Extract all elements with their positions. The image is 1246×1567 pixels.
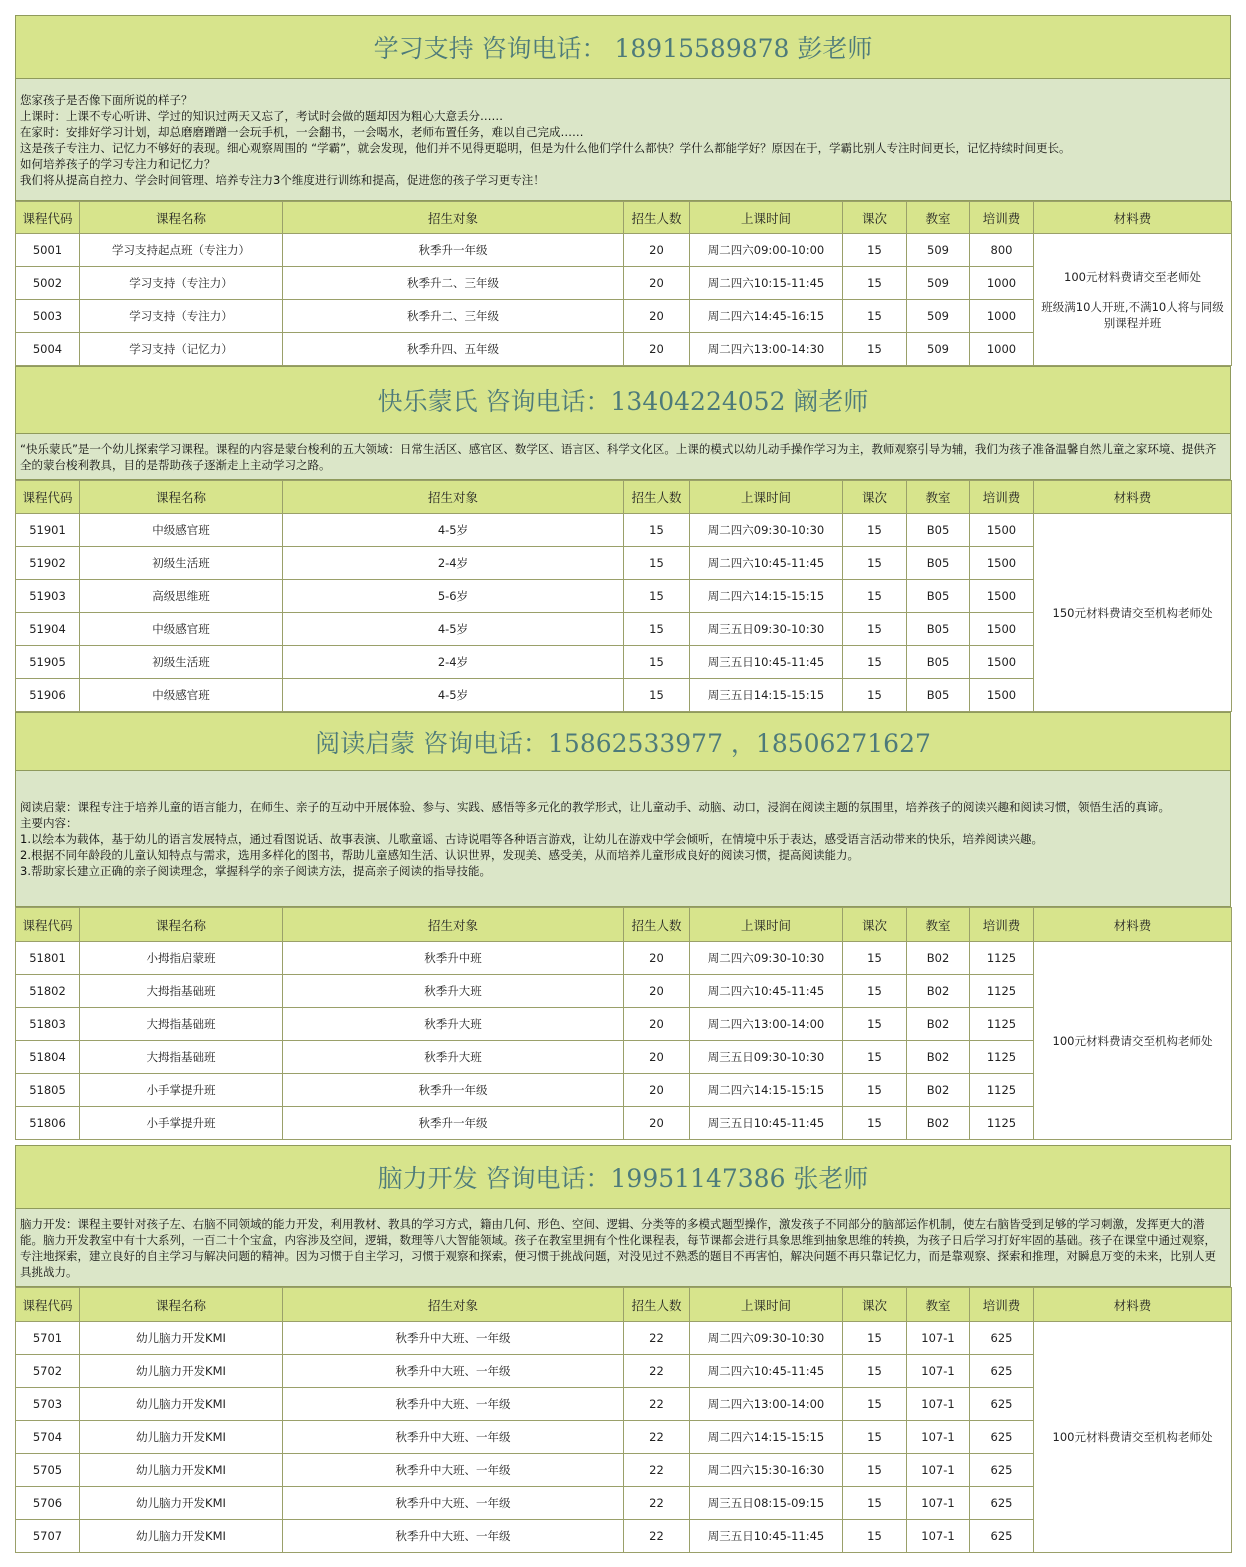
column-header-room: 教室 [907, 202, 970, 234]
cell-fee: 1000 [970, 300, 1034, 333]
cell-fee: 1000 [970, 267, 1034, 300]
cell-room: B02 [907, 1008, 970, 1041]
cell-target: 2-4岁 [283, 646, 624, 679]
cell-room: 509 [907, 234, 970, 267]
cell-target: 秋季升二、三年级 [283, 300, 624, 333]
cell-target: 秋季升一年级 [283, 1107, 624, 1140]
cell-room: 107-1 [907, 1454, 970, 1487]
cell-fee: 800 [970, 234, 1034, 267]
column-header-fee: 培训费 [970, 1288, 1034, 1322]
material-fee-note [1034, 514, 1232, 712]
cell-capacity: 22 [624, 1421, 690, 1454]
cell-name: 小手掌提升班 [80, 1107, 283, 1140]
cell-name: 学习支持起点班（专注力） [80, 234, 283, 267]
cell-target: 4-5岁 [283, 679, 624, 712]
cell-sessions: 15 [843, 613, 907, 646]
cell-fee: 625 [970, 1322, 1034, 1355]
cell-time: 周二四六14:15-15:15 [690, 1421, 843, 1454]
cell-name: 幼儿脑力开发KMI [80, 1421, 283, 1454]
cell-sessions: 15 [843, 1421, 907, 1454]
cell-room: B05 [907, 679, 970, 712]
section-description [15, 434, 1231, 480]
cell-capacity: 15 [624, 646, 690, 679]
cell-fee: 1500 [970, 580, 1034, 613]
table-header-row [16, 1288, 1232, 1322]
cell-room: 107-1 [907, 1322, 970, 1355]
cell-code: 5702 [16, 1355, 80, 1388]
column-header-name: 课程名称 [80, 908, 283, 942]
cell-capacity: 22 [624, 1487, 690, 1520]
cell-name: 中级感官班 [80, 613, 283, 646]
cell-time: 周三五日10:45-11:45 [690, 646, 843, 679]
cell-code: 5004 [16, 333, 80, 366]
cell-capacity: 20 [624, 1008, 690, 1041]
column-header-sessions: 课次 [843, 908, 907, 942]
cell-target: 秋季升中大班、一年级 [283, 1388, 624, 1421]
cell-sessions: 15 [843, 1487, 907, 1520]
cell-name: 幼儿脑力开发KMI [80, 1388, 283, 1421]
cell-sessions: 15 [843, 547, 907, 580]
cell-sessions: 15 [843, 300, 907, 333]
cell-capacity: 22 [624, 1388, 690, 1421]
cell-time: 周三五日14:15-15:15 [690, 679, 843, 712]
description-line: 2.根据不同年龄段的儿童认知特点与需求，选用多样化的图书，帮助儿童感知生活、认识世界，发现美、感受美，从而培养儿童形成良好的阅读习惯，提高阅读能力。 [20, 847, 859, 862]
cell-fee: 625 [970, 1421, 1034, 1454]
cell-sessions: 15 [843, 1388, 907, 1421]
section-title: 学习支持 咨询电话： 18915589878 彭老师 [15, 15, 1231, 79]
cell-name: 学习支持（记忆力） [80, 333, 283, 366]
cell-code: 51906 [16, 679, 80, 712]
cell-target: 秋季升大班 [283, 975, 624, 1008]
cell-code: 5001 [16, 234, 80, 267]
cell-target: 秋季升中大班、一年级 [283, 1322, 624, 1355]
cell-fee: 1125 [970, 1074, 1034, 1107]
section-title: 脑力开发 咨询电话：19951147386 张老师 [15, 1145, 1231, 1209]
column-header-target: 招生对象 [283, 481, 624, 514]
table-header-row [16, 202, 1232, 234]
cell-time: 周二四六09:30-10:30 [690, 1322, 843, 1355]
column-header-sessions: 课次 [843, 202, 907, 234]
cell-time: 周二四六14:15-15:15 [690, 580, 843, 613]
cell-capacity: 15 [624, 514, 690, 547]
cell-room: B02 [907, 1074, 970, 1107]
cell-capacity: 22 [624, 1520, 690, 1553]
cell-capacity: 20 [624, 1074, 690, 1107]
cell-fee: 1500 [970, 613, 1034, 646]
cell-code: 5002 [16, 267, 80, 300]
column-header-code: 课程代码 [16, 908, 80, 942]
cell-time: 周二四六13:00-14:00 [690, 1008, 843, 1041]
cell-capacity: 22 [624, 1322, 690, 1355]
column-header-time: 上课时间 [690, 908, 843, 942]
cell-target: 秋季升一年级 [283, 1074, 624, 1107]
cell-sessions: 15 [843, 1107, 907, 1140]
cell-target: 秋季升四、五年级 [283, 333, 624, 366]
cell-code: 51904 [16, 613, 80, 646]
cell-capacity: 20 [624, 300, 690, 333]
description-line: 3.帮助家长建立正确的亲子阅读理念，掌握科学的亲子阅读方法，提高亲子阅读的指导技能。 [20, 863, 491, 878]
cell-target: 秋季升中大班、一年级 [283, 1520, 624, 1553]
cell-time: 周二四六09:30-10:30 [690, 514, 843, 547]
description-line: 我们将从提高自控力、学会时间管理、培养专注力3个维度进行训练和提高，促进您的孩子学习更专注！ [20, 172, 545, 187]
cell-fee: 1125 [970, 1008, 1034, 1041]
description-line: 这是孩子专注力、记忆力不够好的表现。细心观察周围的 “学霸”，就会发现，他们并不见得更聪明，但是为什么他们学什么都快？学什么都能学好？原因在于，学霸比别人专注时间更长，记忆持续时间更长。 [20, 140, 1071, 155]
cell-fee: 1125 [970, 1041, 1034, 1074]
material-fee-text: 100元材料费请交至老师处 [1064, 269, 1201, 284]
cell-name: 幼儿脑力开发KMI [80, 1520, 283, 1553]
course-schedule-sheet [15, 15, 1231, 1553]
material-fee-text: 100元材料费请交至机构老师处 [1052, 1430, 1213, 1444]
cell-room: B02 [907, 1107, 970, 1140]
section-title: 快乐蒙氏 咨询电话：13404224052 阚老师 [15, 366, 1231, 434]
cell-capacity: 15 [624, 580, 690, 613]
description-line: 您家孩子是否像下面所说的样子？ [20, 92, 193, 107]
column-header-code: 课程代码 [16, 481, 80, 514]
column-header-material: 材料费 [1034, 1288, 1232, 1322]
cell-target: 秋季升大班 [283, 1008, 624, 1041]
cell-room: 509 [907, 333, 970, 366]
cell-target: 秋季升大班 [283, 1041, 624, 1074]
section-description [15, 771, 1231, 907]
cell-room: 107-1 [907, 1520, 970, 1553]
cell-time: 周二四六13:00-14:00 [690, 1388, 843, 1421]
cell-sessions: 15 [843, 234, 907, 267]
cell-sessions: 15 [843, 1454, 907, 1487]
cell-code: 5003 [16, 300, 80, 333]
cell-fee: 1000 [970, 333, 1034, 366]
cell-time: 周三五日08:15-09:15 [690, 1487, 843, 1520]
cell-sessions: 15 [843, 975, 907, 1008]
cell-capacity: 20 [624, 975, 690, 1008]
cell-room: B02 [907, 942, 970, 975]
cell-time: 周三五日09:30-10:30 [690, 613, 843, 646]
cell-fee: 625 [970, 1355, 1034, 1388]
cell-fee: 1125 [970, 1107, 1034, 1140]
cell-target: 秋季升中大班、一年级 [283, 1487, 624, 1520]
cell-target: 秋季升中大班、一年级 [283, 1454, 624, 1487]
cell-time: 周二四六10:45-11:45 [690, 975, 843, 1008]
description-line: 主要内容： [20, 815, 78, 830]
cell-time: 周二四六10:15-11:45 [690, 267, 843, 300]
table-row [16, 234, 1232, 267]
course-table [15, 907, 1232, 1140]
column-header-material: 材料费 [1034, 908, 1232, 942]
column-header-target: 招生对象 [283, 1288, 624, 1322]
course-table [15, 201, 1232, 366]
cell-sessions: 15 [843, 679, 907, 712]
column-header-time: 上课时间 [690, 481, 843, 514]
table-header-row [16, 908, 1232, 942]
cell-sessions: 15 [843, 580, 907, 613]
cell-room: B05 [907, 646, 970, 679]
material-fee-text: 班级满10人开班,不满10人将与同级别课程并班 [1041, 299, 1224, 330]
column-header-name: 课程名称 [80, 481, 283, 514]
cell-room: B02 [907, 975, 970, 1008]
cell-sessions: 15 [843, 1355, 907, 1388]
cell-name: 小手掌提升班 [80, 1074, 283, 1107]
cell-time: 周二四六10:45-11:45 [690, 1355, 843, 1388]
cell-target: 秋季升中大班、一年级 [283, 1355, 624, 1388]
cell-name: 幼儿脑力开发KMI [80, 1355, 283, 1388]
cell-sessions: 15 [843, 1008, 907, 1041]
cell-name: 幼儿脑力开发KMI [80, 1322, 283, 1355]
cell-name: 小拇指启蒙班 [80, 942, 283, 975]
column-header-sessions: 课次 [843, 1288, 907, 1322]
column-header-material: 材料费 [1034, 202, 1232, 234]
description-line: 如何培养孩子的学习专注力和记忆力？ [20, 156, 216, 171]
column-header-fee: 培训费 [970, 481, 1034, 514]
cell-fee: 1500 [970, 646, 1034, 679]
cell-fee: 1125 [970, 975, 1034, 1008]
cell-name: 学习支持（专注力） [80, 267, 283, 300]
cell-capacity: 20 [624, 333, 690, 366]
cell-code: 51801 [16, 942, 80, 975]
cell-room: 107-1 [907, 1355, 970, 1388]
description-line: 1.以绘本为载体，基于幼儿的语言发展特点，通过看图说话、故事表演、儿歌童谣、古诗说唱等各种语言游戏，让幼儿在游戏中学会倾听，在情境中乐于表达，感受语言活动带来的快乐，培养阅读兴趣。 [20, 831, 1043, 846]
cell-code: 5705 [16, 1454, 80, 1487]
table-row [16, 942, 1232, 975]
cell-fee: 1500 [970, 514, 1034, 547]
cell-name: 初级生活班 [80, 547, 283, 580]
cell-name: 高级思维班 [80, 580, 283, 613]
cell-target: 秋季升二、三年级 [283, 267, 624, 300]
cell-code: 5707 [16, 1520, 80, 1553]
cell-time: 周三五日10:45-11:45 [690, 1107, 843, 1140]
material-fee-note [1034, 1322, 1232, 1553]
cell-sessions: 15 [843, 646, 907, 679]
cell-room: B05 [907, 613, 970, 646]
cell-room: 107-1 [907, 1421, 970, 1454]
description-line: 脑力开发：课程主要针对孩子左、右脑不同领域的能力开发，利用教材、教具的学习方式，籍由几何、形色、空间、逻辑、分类等的多模式题型操作，激发孩子不同部分的脑部运作机制，使左右脑皆受到足够的学习刺激，发挥更大的潜能。脑力开发教室中有十大系列，一百二十个宝盒，内容涉及空间，逻辑，数理等八大智能领域。孩子在教室里拥有个性化课程表，每节课都会进行具象思维到抽象思维的转换，为孩子日后学习打好牢固的基础。孩子在课堂中通过观察，专注地探索，建立良好的自主学习与解决问题的精神。因为习惯于自主学习，习惯于观察和探索，便习惯于挑战问题，对没见过不熟悉的题目不再害怕，解决问题不再只靠记忆力，而是靠观察、探索和推理，对瞬息万变的未来，比别人更具挑战力。 [20, 1216, 1216, 1279]
cell-time: 周二四六09:00-10:00 [690, 234, 843, 267]
cell-sessions: 15 [843, 267, 907, 300]
column-header-code: 课程代码 [16, 1288, 80, 1322]
cell-name: 初级生活班 [80, 646, 283, 679]
cell-code: 51905 [16, 646, 80, 679]
cell-code: 5701 [16, 1322, 80, 1355]
cell-target: 4-5岁 [283, 613, 624, 646]
cell-time: 周二四六14:45-16:15 [690, 300, 843, 333]
cell-sessions: 15 [843, 333, 907, 366]
cell-code: 51903 [16, 580, 80, 613]
cell-target: 4-5岁 [283, 514, 624, 547]
column-header-capacity: 招生人数 [624, 481, 690, 514]
cell-name: 大拇指基础班 [80, 1041, 283, 1074]
section-description [15, 1209, 1231, 1287]
cell-capacity: 15 [624, 547, 690, 580]
cell-room: B05 [907, 547, 970, 580]
cell-code: 51901 [16, 514, 80, 547]
cell-fee: 1500 [970, 679, 1034, 712]
cell-fee: 625 [970, 1520, 1034, 1553]
cell-target: 秋季升一年级 [283, 234, 624, 267]
cell-capacity: 20 [624, 1041, 690, 1074]
table-row [16, 1322, 1232, 1355]
cell-name: 中级感官班 [80, 514, 283, 547]
table-row [16, 514, 1232, 547]
cell-fee: 625 [970, 1388, 1034, 1421]
cell-time: 周三五日09:30-10:30 [690, 1041, 843, 1074]
cell-name: 大拇指基础班 [80, 1008, 283, 1041]
column-header-capacity: 招生人数 [624, 908, 690, 942]
description-line: “快乐蒙氏”是一个幼儿探索学习课程。课程的内容是蒙台梭利的五大领域：日常生活区、感官区、数学区、语言区、科学文化区。上课的模式以幼儿动手操作学习为主，教师观察引导为辅，我们为孩子准备温馨自然儿童之家环境、提供齐全的蒙台梭利教具，目的是帮助孩子逐渐走上主动学习之路。 [20, 441, 1217, 472]
cell-time: 周二四六13:00-14:30 [690, 333, 843, 366]
cell-name: 幼儿脑力开发KMI [80, 1454, 283, 1487]
description-line: 上课时：上课不专心听讲、学过的知识过两天又忘了，考试时会做的题却因为粗心大意丢分…… [20, 108, 503, 123]
cell-code: 5706 [16, 1487, 80, 1520]
cell-sessions: 15 [843, 942, 907, 975]
column-header-sessions: 课次 [843, 481, 907, 514]
cell-target: 5-6岁 [283, 580, 624, 613]
cell-capacity: 22 [624, 1355, 690, 1388]
cell-name: 学习支持（专注力） [80, 300, 283, 333]
column-header-name: 课程名称 [80, 202, 283, 234]
cell-sessions: 15 [843, 1074, 907, 1107]
column-header-time: 上课时间 [690, 1288, 843, 1322]
column-header-capacity: 招生人数 [624, 202, 690, 234]
cell-fee: 625 [970, 1454, 1034, 1487]
cell-fee: 625 [970, 1487, 1034, 1520]
material-fee-note [1034, 942, 1232, 1140]
section-title: 阅读启蒙 咨询电话：15862533977 ，18506271627 [15, 712, 1231, 771]
cell-name: 中级感官班 [80, 679, 283, 712]
cell-target: 2-4岁 [283, 547, 624, 580]
cell-code: 51806 [16, 1107, 80, 1140]
cell-room: B02 [907, 1041, 970, 1074]
cell-room: 107-1 [907, 1487, 970, 1520]
cell-time: 周三五日10:45-11:45 [690, 1520, 843, 1553]
column-header-capacity: 招生人数 [624, 1288, 690, 1322]
cell-code: 5704 [16, 1421, 80, 1454]
material-fee-text: 100元材料费请交至机构老师处 [1052, 1033, 1213, 1048]
column-header-material: 材料费 [1034, 481, 1232, 514]
cell-sessions: 15 [843, 1520, 907, 1553]
section-description [15, 79, 1231, 201]
cell-code: 51804 [16, 1041, 80, 1074]
cell-room: 509 [907, 300, 970, 333]
cell-capacity: 20 [624, 942, 690, 975]
cell-name: 大拇指基础班 [80, 975, 283, 1008]
column-header-target: 招生对象 [283, 908, 624, 942]
cell-sessions: 15 [843, 514, 907, 547]
cell-code: 5703 [16, 1388, 80, 1421]
description-line: 阅读启蒙：课程专注于培养儿童的语言能力，在师生、亲子的互动中开展体验、参与、实践、感悟等多元化的教学形式，让儿童动手、动脑、动口，浸润在阅读主题的氛围里，培养孩子的阅读兴趣和阅读习惯，领悟生活的真谛。 [20, 799, 1170, 814]
course-table [15, 1287, 1232, 1553]
cell-sessions: 15 [843, 1041, 907, 1074]
cell-room: B05 [907, 580, 970, 613]
cell-name: 幼儿脑力开发KMI [80, 1487, 283, 1520]
material-fee-note [1034, 234, 1232, 366]
column-header-name: 课程名称 [80, 1288, 283, 1322]
cell-fee: 1500 [970, 547, 1034, 580]
material-fee-text: 150元材料费请交至机构老师处 [1052, 605, 1213, 620]
column-header-fee: 培训费 [970, 202, 1034, 234]
cell-time: 周二四六15:30-16:30 [690, 1454, 843, 1487]
cell-room: 107-1 [907, 1388, 970, 1421]
cell-code: 51902 [16, 547, 80, 580]
cell-room: B05 [907, 514, 970, 547]
column-header-target: 招生对象 [283, 202, 624, 234]
description-line: 在家时：安排好学习计划，却总磨磨蹭蹭一会玩手机，一会翻书，一会喝水，老师布置任务，难以自己完成…… [20, 124, 584, 139]
column-header-code: 课程代码 [16, 202, 80, 234]
column-header-time: 上课时间 [690, 202, 843, 234]
column-header-room: 教室 [907, 908, 970, 942]
cell-capacity: 15 [624, 613, 690, 646]
cell-time: 周二四六10:45-11:45 [690, 547, 843, 580]
column-header-fee: 培训费 [970, 908, 1034, 942]
cell-target: 秋季升中班 [283, 942, 624, 975]
cell-capacity: 15 [624, 679, 690, 712]
course-table [15, 480, 1232, 712]
column-header-room: 教室 [907, 1288, 970, 1322]
column-header-room: 教室 [907, 481, 970, 514]
cell-fee: 1125 [970, 942, 1034, 975]
cell-capacity: 22 [624, 1454, 690, 1487]
cell-code: 51805 [16, 1074, 80, 1107]
cell-capacity: 20 [624, 267, 690, 300]
cell-room: 509 [907, 267, 970, 300]
cell-capacity: 20 [624, 234, 690, 267]
cell-time: 周二四六14:15-15:15 [690, 1074, 843, 1107]
cell-sessions: 15 [843, 1322, 907, 1355]
cell-capacity: 20 [624, 1107, 690, 1140]
cell-target: 秋季升中大班、一年级 [283, 1421, 624, 1454]
cell-code: 51803 [16, 1008, 80, 1041]
table-header-row [16, 481, 1232, 514]
cell-time: 周二四六09:30-10:30 [690, 942, 843, 975]
spacer [1036, 285, 1229, 299]
cell-code: 51802 [16, 975, 80, 1008]
